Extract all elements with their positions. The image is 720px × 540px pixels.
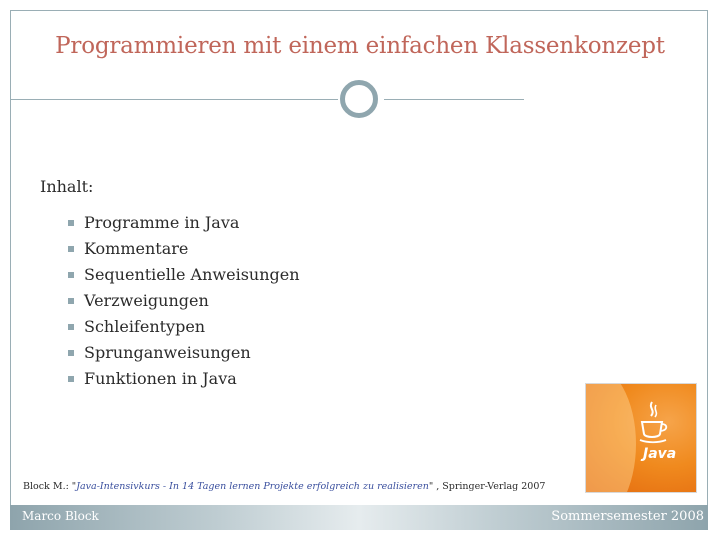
- list-item-label: Programme in Java: [84, 213, 240, 232]
- topic-list: [64, 210, 300, 392]
- square-bullet-icon: [68, 376, 74, 382]
- square-bullet-icon: [68, 298, 74, 304]
- list-item: [64, 340, 300, 366]
- list-item-label: Sequentielle Anweisungen: [84, 265, 300, 284]
- list-item: [64, 236, 300, 262]
- square-bullet-icon: [68, 220, 74, 226]
- citation-book-title: Java-Intensivkurs - In 14 Tagen lernen Projekte erfolgreich zu realisieren: [76, 481, 429, 492]
- divider-ring-ornament: [340, 80, 378, 118]
- citation-prefix: Block M.: ": [23, 481, 77, 492]
- footer-author: Marco Block: [22, 509, 99, 523]
- list-item: [64, 366, 300, 392]
- square-bullet-icon: [68, 272, 74, 278]
- square-bullet-icon: [68, 350, 74, 356]
- book-citation: [23, 481, 545, 492]
- logo-highlight: [585, 383, 636, 493]
- list-item-label: Funktionen in Java: [84, 369, 237, 388]
- slide-title: Programmieren mit einem einfachen Klassenkonzept: [55, 33, 665, 59]
- list-item-label: Verzweigungen: [84, 291, 209, 310]
- java-coffee-cup-icon: [638, 400, 668, 444]
- square-bullet-icon: [68, 246, 74, 252]
- content-heading: Inhalt:: [40, 177, 94, 196]
- java-logo: [585, 383, 697, 493]
- list-item: [64, 210, 300, 236]
- title-divider-left: [10, 99, 338, 100]
- list-item: [64, 314, 300, 340]
- list-item-label: Sprunganweisungen: [84, 343, 251, 362]
- list-item: [64, 262, 300, 288]
- list-item-label: Kommentare: [84, 239, 189, 258]
- footer-semester: Sommersemester 2008: [551, 509, 704, 524]
- citation-suffix: " , Springer-Verlag 2007: [428, 481, 546, 492]
- square-bullet-icon: [68, 324, 74, 330]
- list-item: [64, 288, 300, 314]
- list-item-label: Schleifentypen: [84, 317, 206, 336]
- title-divider-right: [384, 99, 524, 100]
- java-logo-text: Java: [643, 446, 677, 462]
